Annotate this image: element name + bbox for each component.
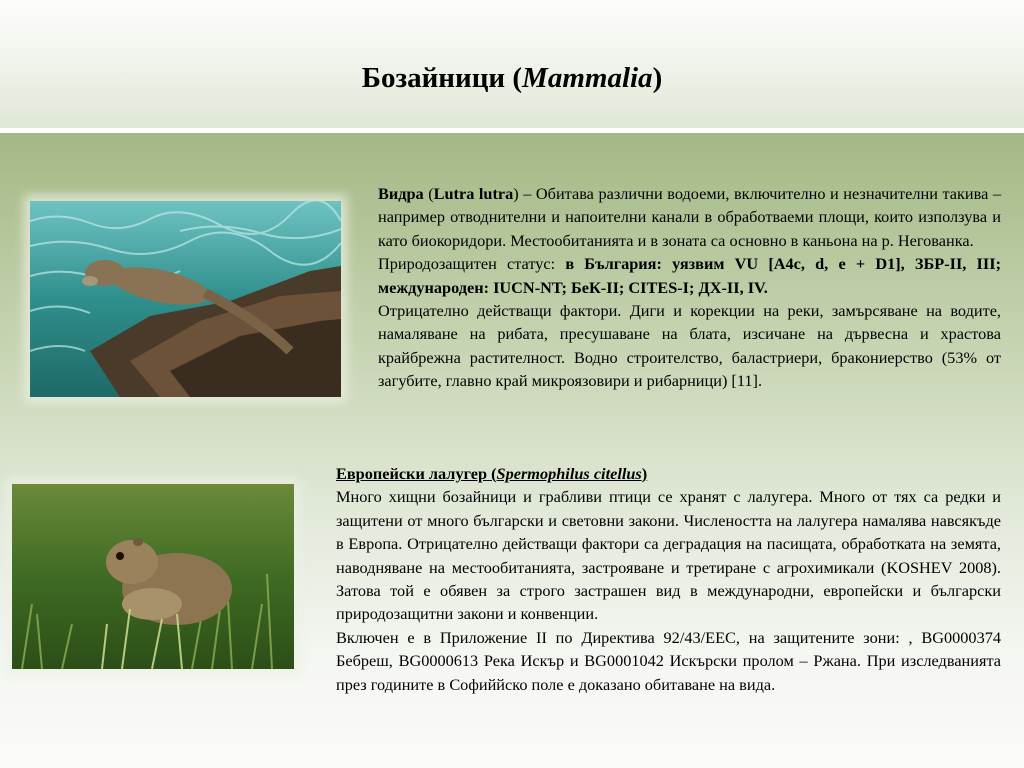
souslik-latin: Spermophilus citellus (496, 464, 642, 483)
souslik-text-2: Включен е в Приложение II по Директива 92/43/ЕЕС, на защитените зони: , BG0000374 Бебреш, BG0000613 Река Искър и BG0001042 Искърски пролом – Ржана. При изследванията през годините в Софиййско поле е доказано обитаване на вида. (336, 627, 1001, 694)
souslik-description (336, 462, 1001, 696)
souslik-photo (12, 484, 294, 669)
header-divider (0, 128, 1024, 133)
otter-latin: Lutra lutra (433, 184, 514, 203)
souslik-text-1: Много хищни бозайници и грабливи птици се хранят с лалугера. Много от тях са редки и защитени от много български и световни закони. Числеността на лалугера намалява навсякъде в Европа. Отрицателно действащи фактори са деградация на пасищата, обработката на земята, наводняване на местообитанията, застрояване и третиране с агрохимикали (KOSHEV 2008). Затова той е обявен за строго застрашен вид в международни, европейски и български природозащитни закони и конвенции. (336, 487, 1001, 624)
title-latin: Mammalia (522, 62, 653, 94)
otter-description: Видра (Lutra lutra) – Обитава различни водоеми, включително и незначителни такива – например отводнителни и напоителни канали в обработваеми площи, които използува и като биокоридори. Местообитанията и в зоната са основно в каньона на р. Негованка. Природозащитен статус: в България: уязвим VU [A4c, d, e + D1], ЗБР-II, III; международен: IUCN-NT; БеК-II; CITES-I; ДХ-II, IV. Отрицателно действащи фактори. Диги и корекции на реки, замърсяване на водите, намаляване на рибата, пресушаване на блата, изсичане на дървесна и храстова крайбрежна растителност. Водно строителство, баластриери, бракониерство (53% от загубите, главно край микроязовири и рибарници) [11]. (378, 184, 1001, 391)
otter-status-label: Природозащитен статус: (378, 254, 566, 274)
otter-status-value: в България: уязвим VU [A4c, d, e + D1], ЗБР-II, III; международен: IUCN-NT; БеК-II; CITES-I; ДХ-II, IV. (378, 254, 1001, 297)
slide-title: Бозайници (Mammalia) (361, 62, 663, 94)
otter-habitat: – Обитава различни водоеми, включително и незначителни такива – например отводнителни и напоителни канали в обработваеми площи, които използува и като биокоридори. Местообитанията и в зоната са основно в каньона на р. Негованка. (378, 184, 1001, 250)
souslik-name: Европейски лалугер (Spermophilus citellus) (336, 464, 648, 483)
otter-name: Видра (378, 184, 424, 203)
otter-photo (30, 201, 341, 397)
otter-threats: Отрицателно действащи фактори. Диги и корекции на реки, замърсяване на водите, намаляване на рибата, пресушаване на блата, изсичане на дървесна и храстова крайбрежна растителност. Водно строителство, баластриери, бракониерство (53% от загубите, главно край микроязовири и рибарници) [11]. (378, 301, 1001, 391)
